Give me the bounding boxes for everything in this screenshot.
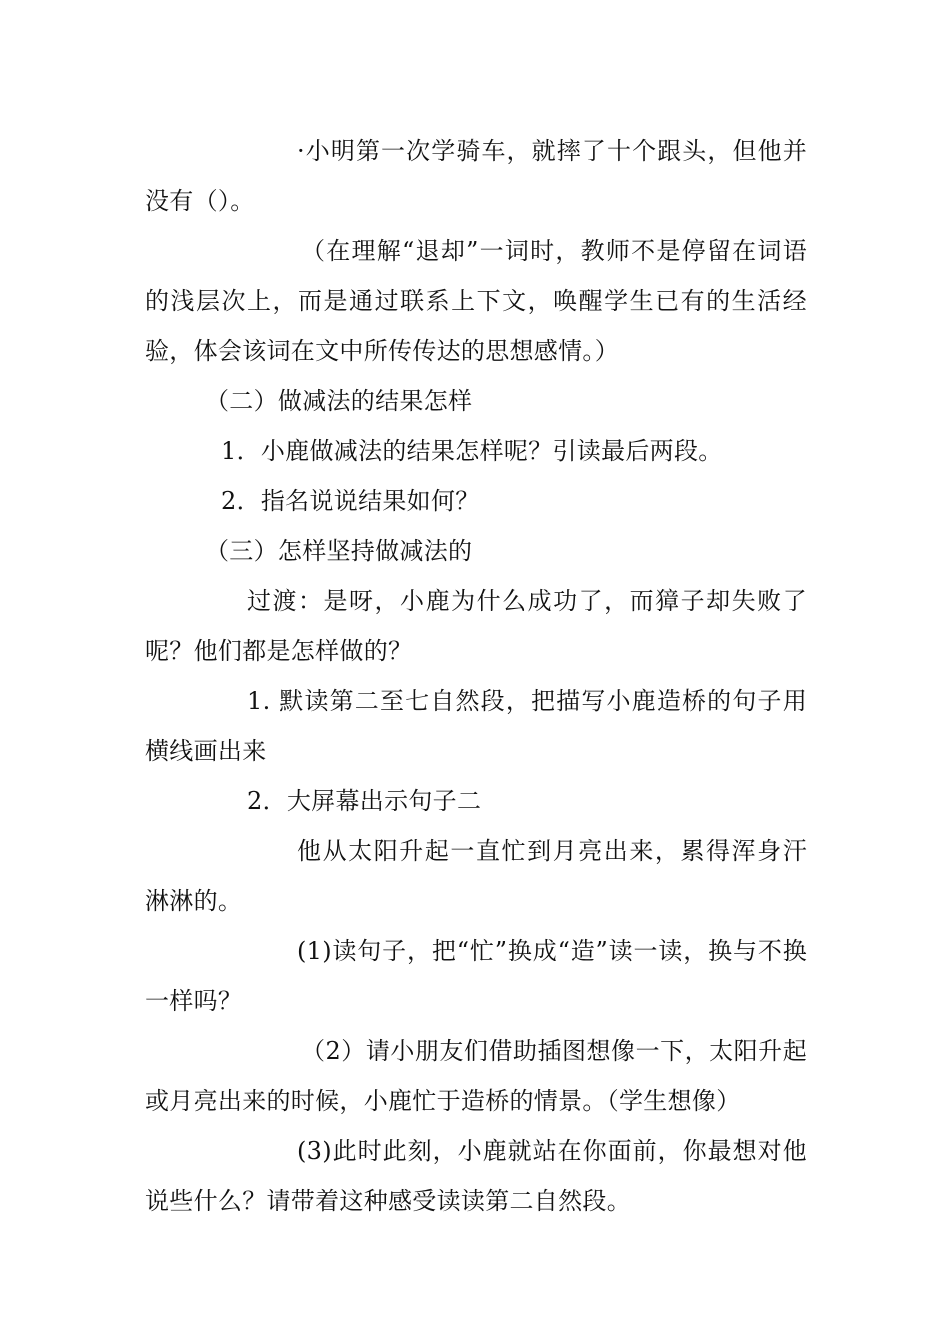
paragraph-transition: 过渡：是呀，小鹿为什么成功了，而獐子却失败了呢？他们都是怎样做的？: [145, 587, 807, 665]
list-item-2-1: 1．小鹿做减法的结果怎样呢？引读最后两段。: [221, 437, 723, 465]
section-heading-2: （二）做减法的结果怎样: [205, 387, 473, 415]
list-item-2-2: 2．指名说说结果如何？: [221, 487, 480, 515]
list-item-3-2: 2．大屏幕出示句子二: [247, 787, 482, 815]
document-page: [145, 126, 807, 1226]
list-item-3-1: 1. 默读第二至七自然段，把描写小鹿造桥的句子用横线画出来: [145, 687, 807, 765]
paragraph-learning-bike: ·小明第一次学骑车，就摔了十个跟头，但他并没有（）。: [145, 137, 807, 215]
paragraph-teacher-note: （在理解“退却”一词时，教师不是停留在词语的浅层次上，而是通过联系上下文，唤醒学生已有的生活经验，体会该词在文中所传传达的思想感情。）: [145, 237, 807, 365]
sub-item-2: （2）请小朋友们借助插图想像一下，太阳升起或月亮出来的时候，小鹿忙于造桥的情景。（学生想像）: [145, 1037, 807, 1115]
section-heading-3: （三）怎样坚持做减法的: [205, 537, 473, 565]
sub-item-3: (3)此时此刻，小鹿就站在你面前，你最想对他说些什么？请带着这种感受读读第二自然段。: [145, 1137, 807, 1215]
sub-item-1: (1)读句子，把“忙”换成“造”读一读，换与不换一样吗？: [145, 937, 807, 1015]
paragraph-quoted-sentence: 他从太阳升起一直忙到月亮出来，累得浑身汗淋淋的。: [145, 837, 807, 915]
